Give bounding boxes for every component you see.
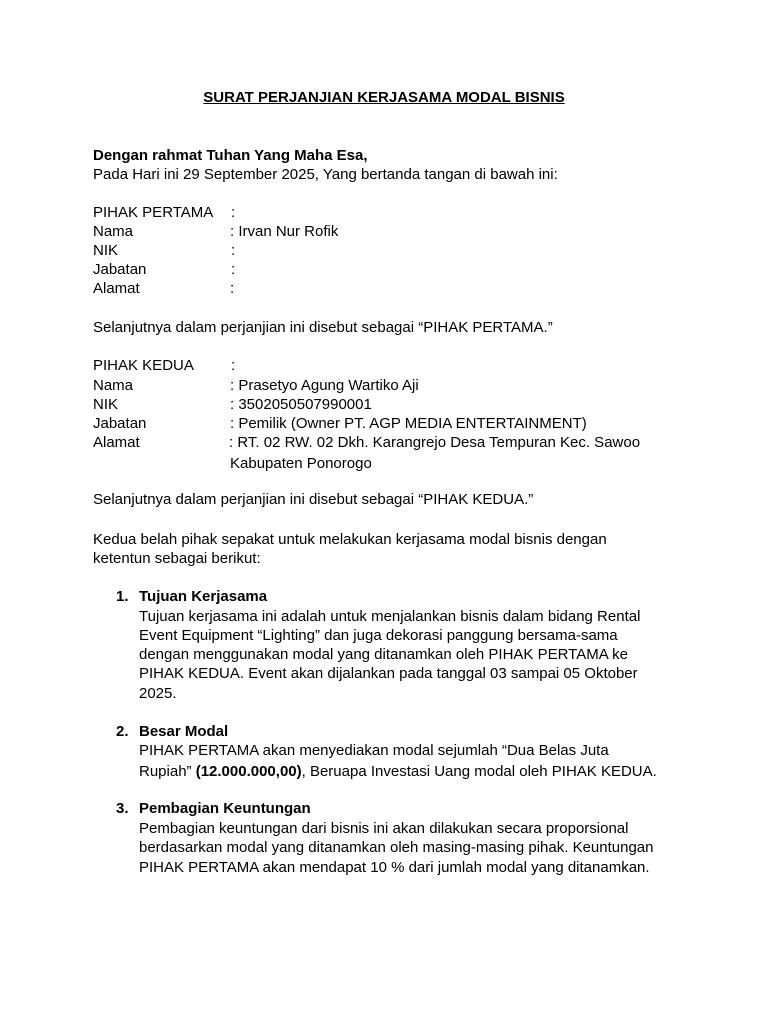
pihak-kedua-nama-value: : Prasetyo Agung Wartiko Aji [230, 377, 419, 394]
date-line: Pada Hari ini 29 September 2025, Yang bertanda tangan di bawah ini: [93, 166, 558, 183]
pihak-kedua-nama-label: Nama [93, 377, 134, 394]
section-title: Besar Modal [139, 723, 229, 740]
section-text-line: 2025. [139, 685, 177, 702]
pihak-kedua-alamat-label: Alamat [93, 434, 140, 451]
pihak-pertama-jabatan-value: : [231, 261, 236, 278]
opening-line: Dengan rahmat Tuhan Yang Maha Esa, [93, 147, 368, 164]
document-title: SURAT PERJANJIAN KERJASAMA MODAL BISNIS [203, 89, 565, 106]
section-text-line: PIHAK PERTAMA akan menyediakan modal sejumlah “Dua Belas Juta [139, 742, 609, 759]
capital-amount: (12.000.000,00) [195, 763, 302, 780]
section-title: Pembagian Keuntungan [139, 800, 311, 817]
section-text-line: berdasarkan modal yang ditanamkan oleh masing-masing pihak. Keuntungan [139, 839, 654, 856]
pihak-pertama-heading-colon: : [231, 204, 236, 221]
section-number: 1. [116, 588, 129, 605]
pihak-kedua-nik-value: : 3502050507990001 [230, 396, 372, 413]
pihak-pertama-nama-value: : Irvan Nur Rofik [230, 223, 339, 240]
pihak-kedua-alamat-value-line2: Kabupaten Ponorogo [230, 455, 372, 472]
pihak-kedua-jabatan-label: Jabatan [93, 415, 147, 432]
section-text-line: PIHAK PERTAMA akan mendapat 10 % dari jumlah modal yang ditanamkan. [139, 859, 650, 876]
pihak-kedua-closing: Selanjutnya dalam perjanjian ini disebut sebagai “PIHAK KEDUA.” [93, 491, 534, 508]
pihak-pertama-jabatan-label: Jabatan [93, 261, 147, 278]
section-text-line: dengan menggunakan modal yang ditanamkan oleh PIHAK PERTAMA ke [139, 646, 628, 663]
section-text-segment: Rupiah” [139, 763, 196, 780]
section-number: 2. [116, 723, 129, 740]
pihak-kedua-heading: PIHAK KEDUA [93, 357, 194, 374]
section-title: Tujuan Kerjasama [139, 588, 268, 605]
section-number: 3. [116, 800, 129, 817]
pihak-kedua-nik-label: NIK [93, 396, 119, 413]
pihak-pertama-nik-label: NIK [93, 242, 119, 259]
pihak-pertama-alamat-label: Alamat [93, 280, 140, 297]
agreement-intro-line-2: ketentun sebagai berikut: [93, 550, 261, 567]
pihak-pertama-heading: PIHAK PERTAMA [93, 204, 214, 221]
pihak-pertama-nama-label: Nama [93, 223, 134, 240]
pihak-pertama-closing: Selanjutnya dalam perjanjian ini disebut sebagai “PIHAK PERTAMA.” [93, 319, 553, 336]
agreement-intro-line-1: Kedua belah pihak sepakat untuk melakukan kerjasama modal bisnis dengan [93, 531, 607, 548]
section-text-line [139, 762, 657, 781]
section-text-line: Pembagian keuntungan dari bisnis ini akan dilakukan secara proporsional [139, 820, 629, 837]
section-text-line: Event Equipment “Lighting” dan juga dekorasi panggung bersama-sama [139, 627, 618, 644]
section-text-line: Tujuan kerjasama ini adalah untuk menjalankan bisnis dalam bidang Rental [139, 608, 641, 625]
section-text-segment: , Beruapa Investasi Uang modal oleh PIHAK KEDUA. [301, 763, 657, 780]
pihak-kedua-heading-colon: : [231, 357, 236, 374]
section-text-line: PIHAK KEDUA. Event akan dijalankan pada tanggal 03 sampai 05 Oktober [139, 665, 638, 682]
pihak-kedua-alamat-value: : RT. 02 RW. 02 Dkh. Karangrejo Desa Tempuran Kec. Sawoo [229, 434, 641, 451]
pihak-kedua-jabatan-value: : Pemilik (Owner PT. AGP MEDIA ENTERTAINMENT) [230, 415, 587, 432]
pihak-pertama-alamat-value: : [230, 280, 235, 297]
pihak-pertama-nik-value: : [231, 242, 236, 259]
